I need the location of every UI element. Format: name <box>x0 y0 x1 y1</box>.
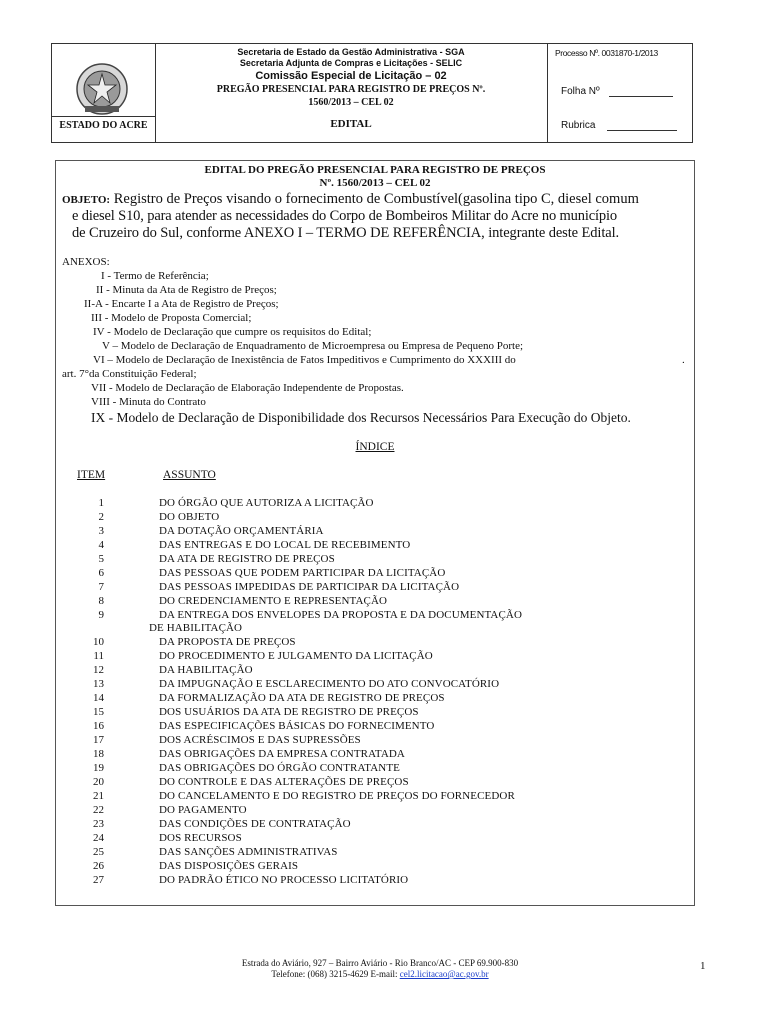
list-item-subject: DA FORMALIZAÇÃO DA ATA DE REGISTRO DE PREÇOS <box>159 692 445 704</box>
list-item-subject: DAS PESSOAS QUE PODEM PARTICIPAR DA LICITAÇÃO <box>159 567 446 579</box>
list-item-subject: DAS ENTREGAS E DO LOCAL DE RECEBIMENTO <box>159 539 411 551</box>
list-item-number: 8 <box>98 595 104 607</box>
anexo-item: VII - Modelo de Declaração de Elaboração Independente de Propostas. <box>91 382 404 394</box>
list-item-number: 27 <box>93 874 104 886</box>
objeto-line-2: e diesel S10, para atender as necessidades do Corpo de Bombeiros Militar do Acre no município <box>72 208 617 224</box>
anexos-label: ANEXOS: <box>62 256 110 268</box>
list-item-subject: DA HABILITAÇÃO <box>159 664 253 676</box>
list-item-subject: DAS ESPECIFICAÇÕES BÁSICAS DO FORNECIMENTO <box>159 720 435 732</box>
pregao-label-line1: PREGÃO PRESENCIAL PARA REGISTRO DE PREÇOS Nº. <box>216 84 486 95</box>
list-item-subject: DAS DISPOSIÇÕES GERAIS <box>159 860 299 872</box>
list-item-number: 3 <box>98 525 104 537</box>
list-item-subject: DAS CONDIÇÕES DE CONTRATAÇÃO <box>159 818 351 830</box>
objeto-text-1: Registro de Preços visando o fornecimento de Combustível(gasolina tipo C, diesel comum <box>113 191 639 207</box>
list-item-number: 6 <box>98 567 104 579</box>
pregao-label-line2: 1560/2013 – CEL 02 <box>308 97 394 108</box>
list-item-number: 5 <box>98 553 104 565</box>
list-item-subject: DA ATA DE REGISTRO DE PREÇOS <box>159 553 335 565</box>
anexo-item: V – Modelo de Declaração de Enquadramento de Microempresa ou Empresa de Pequeno Porte; <box>102 340 524 352</box>
acre-coat-of-arms-icon <box>75 62 129 116</box>
list-item-number: 23 <box>93 818 104 830</box>
folha-line <box>609 96 673 97</box>
list-item-subject: DO PADRÃO ÉTICO NO PROCESSO LICITATÓRIO <box>159 874 409 886</box>
anexo-item: VI – Modelo de Declaração de Inexistência de Fatos Impeditivos e Cumprimento do XXXIII do <box>93 354 516 366</box>
edital-title: EDITAL DO PREGÃO PRESENCIAL PARA REGISTRO DE PREÇOS <box>204 164 546 176</box>
list-item-number: 4 <box>98 539 104 551</box>
list-item-number: 13 <box>93 678 104 690</box>
list-item-number: 7 <box>98 581 104 593</box>
list-item-subject: DA PROPOSTA DE PREÇOS <box>159 636 296 648</box>
list-item-subject: DO CREDENCIAMENTO E REPRESENTAÇÃO <box>159 595 388 607</box>
anexo-item: II-A - Encarte I a Ata de Registro de Preços; <box>84 298 279 310</box>
list-item-subject: DA DOTAÇÃO ORÇAMENTÁRIA <box>159 525 324 537</box>
list-item-number: 12 <box>93 664 104 676</box>
list-item-subject: DOS RECURSOS <box>159 832 242 844</box>
anexo-item: VIII - Minuta do Contrato <box>91 396 206 408</box>
list-item-number: 11 <box>93 650 104 662</box>
objeto-label: OBJETO: <box>62 194 111 206</box>
indice-heading: ÍNDICE <box>355 441 395 453</box>
list-item-number: 22 <box>93 804 104 816</box>
estado-label: ESTADO DO ACRE <box>59 120 148 131</box>
objeto-line-3: de Cruzeiro do Sul, conforme ANEXO I – TERMO DE REFERÊNCIA, integrante deste Edital. <box>72 225 620 241</box>
list-item-number: 26 <box>93 860 104 872</box>
list-item-number: 9 <box>98 609 104 621</box>
list-item-subject: DAS PESSOAS IMPEDIDAS DE PARTICIPAR DA LICITAÇÃO <box>159 581 460 593</box>
list-item-subject: DO PROCEDIMENTO E JULGAMENTO DA LICITAÇÃO <box>159 650 433 662</box>
list-item-subject: DO CANCELAMENTO E DO REGISTRO DE PREÇOS DO FORNECEDOR <box>159 790 515 802</box>
secretaria-label: Secretaria de Estado da Gestão Administrativa - SGA <box>237 47 465 57</box>
list-item-number: 19 <box>93 762 104 774</box>
list-item-number: 16 <box>93 720 104 732</box>
list-item-subject: DA IMPUGNAÇÃO E ESCLARECIMENTO DO ATO CONVOCATÓRIO <box>159 678 500 690</box>
list-item-number: 24 <box>93 832 104 844</box>
rubrica-line <box>607 130 677 131</box>
anexo-item: I - Termo de Referência; <box>101 270 209 282</box>
list-item-subject: DAS OBRIGAÇÕES DO ÓRGÃO CONTRATANTE <box>159 762 400 774</box>
list-item-subject: DOS USUÁRIOS DA ATA DE REGISTRO DE PREÇOS <box>159 706 419 718</box>
list-item-subject: DO PAGAMENTO <box>159 804 247 816</box>
footer-address: Estrada do Aviário, 927 – Bairro Aviário - Rio Branco/AC - CEP 69.900-830 <box>241 958 519 968</box>
secretaria-adjunta-label: Secretaria Adjunta de Compras e Licitações - SELIC <box>239 58 463 68</box>
assunto-column-header: ASSUNTO <box>163 469 216 481</box>
header-divider <box>52 116 155 117</box>
processo-number: Processo Nº. 0031870-1/2013 <box>555 48 658 58</box>
anexo-item: III - Modelo de Proposta Comercial; <box>91 312 252 324</box>
anexo-item: art. 7°da Constituição Federal; <box>62 368 197 380</box>
folha-label: Folha Nº <box>561 86 600 97</box>
list-item-number: 21 <box>93 790 104 802</box>
list-item-number: 17 <box>93 734 104 746</box>
list-item-subject: DE HABILITAÇÃO <box>149 622 243 634</box>
list-item-subject: DA ENTREGA DOS ENVELOPES DA PROPOSTA E DA DOCUMENTAÇÃO <box>159 609 523 621</box>
list-item-subject: DO CONTROLE E DAS ALTERAÇÕES DE PREÇOS <box>159 776 409 788</box>
edital-number: Nº. 1560/2013 – CEL 02 <box>319 177 431 189</box>
footer-email-link[interactable]: cel2.licitacao@ac.gov.br <box>399 969 489 979</box>
list-item-subject: DOS ACRÉSCIMOS E DAS SUPRESSÕES <box>159 734 361 746</box>
item-column-header: ITEM <box>77 469 106 481</box>
list-item-number: 20 <box>93 776 104 788</box>
objeto-line-1 <box>62 191 639 208</box>
list-item-number: 14 <box>93 692 104 704</box>
anexo-dot: . <box>682 354 685 366</box>
rubrica-label: Rubrica <box>561 120 596 131</box>
anexo-item: IV - Modelo de Declaração que cumpre os requisitos do Edital; <box>93 326 372 338</box>
list-item-subject: DAS SANÇÕES ADMINISTRATIVAS <box>159 846 338 858</box>
list-item-number: 10 <box>93 636 104 648</box>
edital-label: EDITAL <box>330 118 372 130</box>
anexo-item: II - Minuta da Ata de Registro de Preços; <box>96 284 277 296</box>
header-divider <box>547 44 548 142</box>
list-item-subject: DO OBJETO <box>159 511 220 523</box>
header-table <box>51 43 693 143</box>
page-number: 1 <box>700 960 706 972</box>
list-item-number: 15 <box>93 706 104 718</box>
list-item-number: 18 <box>93 748 104 760</box>
list-item-subject: DO ÓRGÃO QUE AUTORIZA A LICITAÇÃO <box>159 497 374 509</box>
footer-telefone: Telefone: (068) 3215-4629 E-mail: <box>271 969 398 979</box>
comissao-label: Comissão Especial de Licitação – 02 <box>255 70 447 82</box>
list-item-number: 25 <box>93 846 104 858</box>
list-item-subject: DAS OBRIGAÇÕES DA EMPRESA CONTRATADA <box>159 748 405 760</box>
anexo-item: IX - Modelo de Declaração de Disponibilidade dos Recursos Necessários Para Execução do Objeto. <box>91 410 631 425</box>
list-item-number: 1 <box>98 497 104 509</box>
list-item-number: 2 <box>98 511 104 523</box>
footer-contact <box>90 969 670 979</box>
